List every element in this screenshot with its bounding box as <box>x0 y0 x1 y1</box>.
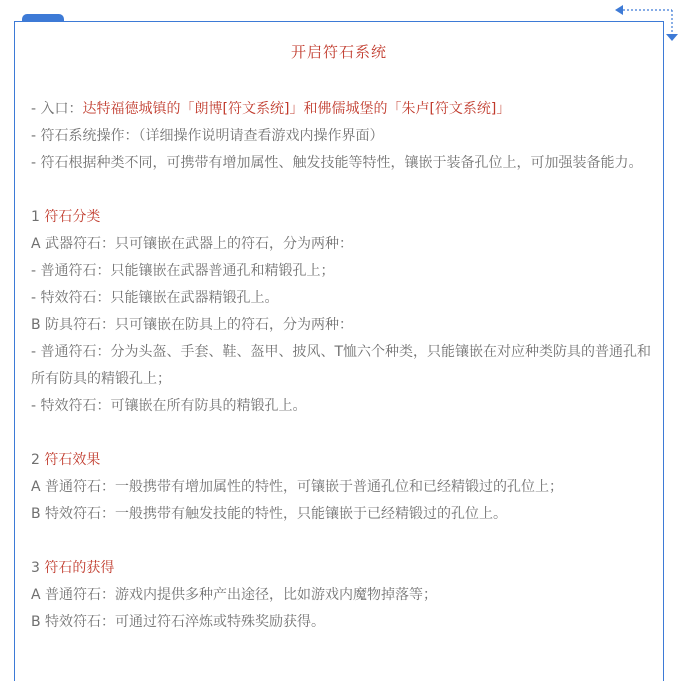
section-line: B 特效符石：一般携带有触发技能的特性，只能镶嵌于已经精锻过的孔位上。 <box>31 506 508 522</box>
page-title: 开启符石系统 <box>290 43 387 61</box>
spacer <box>31 420 653 447</box>
section-line: B 防具符石：只可镶嵌在防具上的符石，分为两种： <box>31 317 354 333</box>
section-line: B 特效符石：可通过符石淬炼或特殊奖励获得。 <box>31 614 326 630</box>
section-line: A 武器符石：只可镶嵌在武器上的符石，分为两种： <box>31 236 354 252</box>
section-heading <box>31 204 653 231</box>
section-number: 2 <box>31 452 45 468</box>
section-acquisition <box>31 555 653 636</box>
content-card <box>14 21 664 681</box>
article-body <box>31 96 653 636</box>
section-title: 符石的获得 <box>44 560 115 576</box>
section-title: 符石效果 <box>44 452 101 468</box>
section-number: 1 <box>31 209 45 225</box>
section-line: - 普通符石：只能镶嵌在武器普通孔和精锻孔上； <box>31 263 335 279</box>
operation-line: - 符石系统操作：（详细操作说明请查看游戏内操作界面） <box>31 128 384 144</box>
section-heading <box>31 555 653 582</box>
section-line: - 普通符石：分为头盔、手套、鞋、盔甲、披风、T恤六个种类，只能镶嵌在对应种类防具的普通孔和所有防具的精锻孔上； <box>31 344 652 387</box>
spacer <box>31 177 653 204</box>
section-title: 符石分类 <box>44 209 101 225</box>
section-classification <box>31 204 653 420</box>
section-number: 3 <box>31 560 45 576</box>
section-line: - 特效符石：可镶嵌在所有防具的精锻孔上。 <box>31 398 307 414</box>
entrance-line <box>31 96 653 123</box>
entrance-label: - 入口： <box>31 101 83 117</box>
entrance-value: 达特福德城镇的「朗博[符文系统]」和佛儒城堡的「朱卢[符文系统]」 <box>82 101 511 117</box>
section-line: A 普通符石：游戏内提供多种产出途径，比如游戏内魔物掉落等； <box>31 587 438 603</box>
section-line: - 特效符石：只能镶嵌在武器精锻孔上。 <box>31 290 279 306</box>
spacer <box>31 528 653 555</box>
section-heading <box>31 447 653 474</box>
section-line: A 普通符石：一般携带有增加属性的特性，可镶嵌于普通孔位和已经精锻过的孔位上； <box>31 479 564 495</box>
description-line: - 符石根据种类不同，可携带有增加属性、触发技能等特性，镶嵌于装备孔位上，可加强装备能力。 <box>31 155 643 171</box>
section-effects <box>31 447 653 528</box>
